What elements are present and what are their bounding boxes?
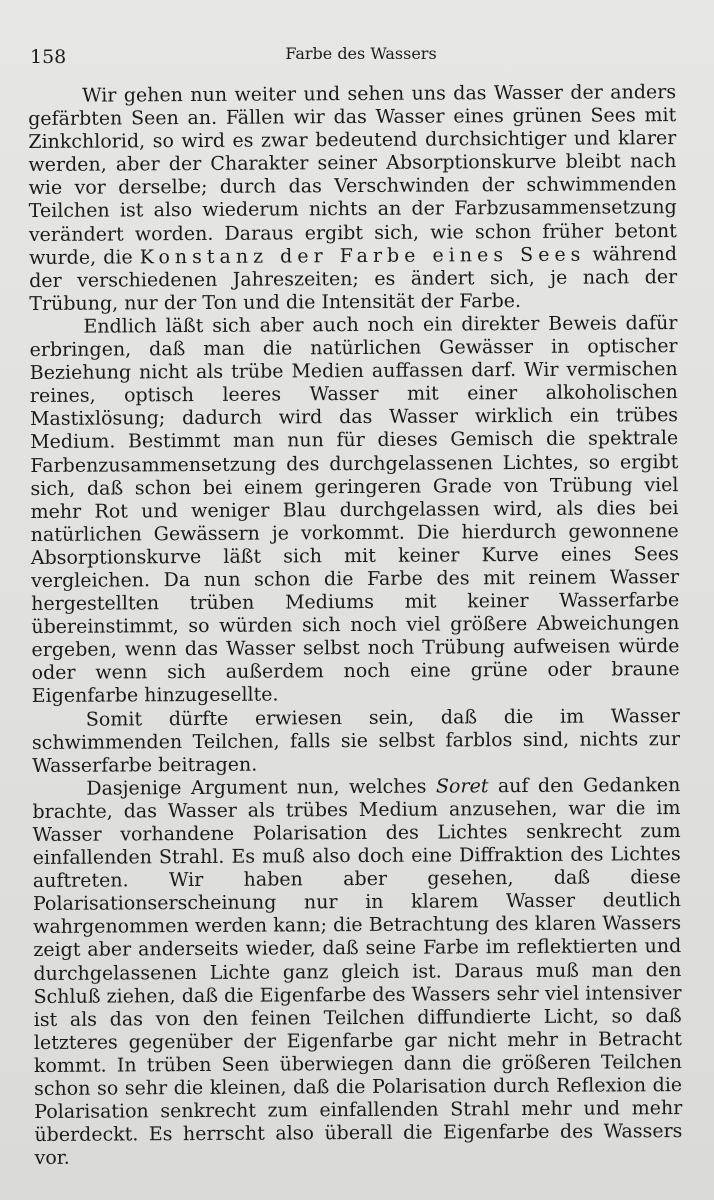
text-segment: Dasjenige Argument nun, welches	[86, 775, 437, 800]
author-name-italic: Soret	[435, 775, 489, 798]
text-segment: Wir gehen nun weiter und sehen uns das Wasser der anders gefärbten Seen an. Fällen wir das Wasser eines grünen Sees mit Zinkchlorid, so wird es zwar bedeutend durchsichtiger und klarer werden, aber der Charakter seiner Absorptionskurve bleibt nach wie vor derselbe; durch das Verschwinden der schwimmenden Teilchen ist also wiederum nichts an der Farbzusammensetzung verändert worden. Daraus ergibt sich, wie schon früher betont wurde, die	[28, 81, 677, 269]
emphasized-spaced-text: Konstanz der Farbe eines Sees	[139, 243, 586, 268]
paragraph-1	[28, 81, 677, 316]
text-segment: auf den Gedanken brachte, das Wasser als trübes Medium anzusehen, war die im Wasser vorhandene Polarisation des Lichtes senkrecht zum einfallenden Strahl. Es muß also doch eine Diffraktion des Lichtes auftreten. Wir haben aber gesehen, daß diese Polarisationserscheinung nur in klarem Wasser deutlich wahrgenommen werden kann; die Betrachtung des klaren Wassers zeigt aber anderseits wieder, daß seine Farbe im reflektierten und durchgelassenen Lichte ganz gleich ist. Daraus muß man den Schluß ziehen, daß die Eigenfarbe des Wassers sehr viel intensiver ist als das von den feinen Teilchen diffundierte Licht, so daß letzteres gegenüber der Eigenfarbe gar nicht mehr in Betracht kommt. In trüben Seen überwiegen dann die größeren Teilchen schon so sehr die kleinen, daß die Polarisation durch Reflexion die Polarisation senkrecht zum einfallenden Strahl mehr und mehr überdeckt. Es herrscht also überall die Eigenfarbe des Wassers vor.	[32, 773, 683, 1170]
text-segment: Somit dürfte erwiesen sein, daß die im Wasser schwimmenden Teilchen, falls sie selbst farblos sind, nichts zur Wasserfarbe beitragen.	[31, 704, 681, 777]
paragraph-4	[32, 774, 682, 1171]
paragraph-3	[32, 705, 680, 778]
running-title: Farbe des Wassers	[285, 44, 437, 63]
text-segment: Endlich läßt sich aber auch noch ein direkter Beweis dafür erbringen, daß man die natürlichen Gewässer in optischer Beziehung nicht als trübe Medien auffassen darf. Wir vermischen reines, optisch leeres Wasser mit einer alkoholischen Mastixlösung; dadurch wird das Wasser wirklich ein trübes Medium. Bestimmt man nun für dieses Gemisch die spektrale Farbenzusammensetzung des durchgelassenen Lichtes, so ergibt sich, daß schon bei einem geringeren Grade von Trübung viel mehr Rot und weniger Blau durchgelassen wird, als dies bei natürlichen Gewässern je vorkommt. Die hierdurch gewonnene Absorptionskurve läßt sich mit keiner Kurve eines Sees vergleichen. Da nun schon die Farbe des mit reinem Wasser hergestellten trüben Mediums mit keiner Wasserfarbe übereinstimmt, so würden sich noch viel größere Abweichungen ergeben, wenn das Wasser selbst noch Trübung aufweisen würde oder wenn sich außerdem noch eine grüne oder braune Eigenfarbe hinzugesellte.	[29, 311, 680, 708]
page-number: 158	[30, 46, 67, 68]
paragraph-2	[29, 312, 679, 709]
body-text	[28, 81, 683, 1170]
text-segment: während der verschiedenen Jahreszeiten; es ändert sich, je nach der Trübung, nur der Ton und die Intensität der Farbe.	[29, 242, 678, 315]
